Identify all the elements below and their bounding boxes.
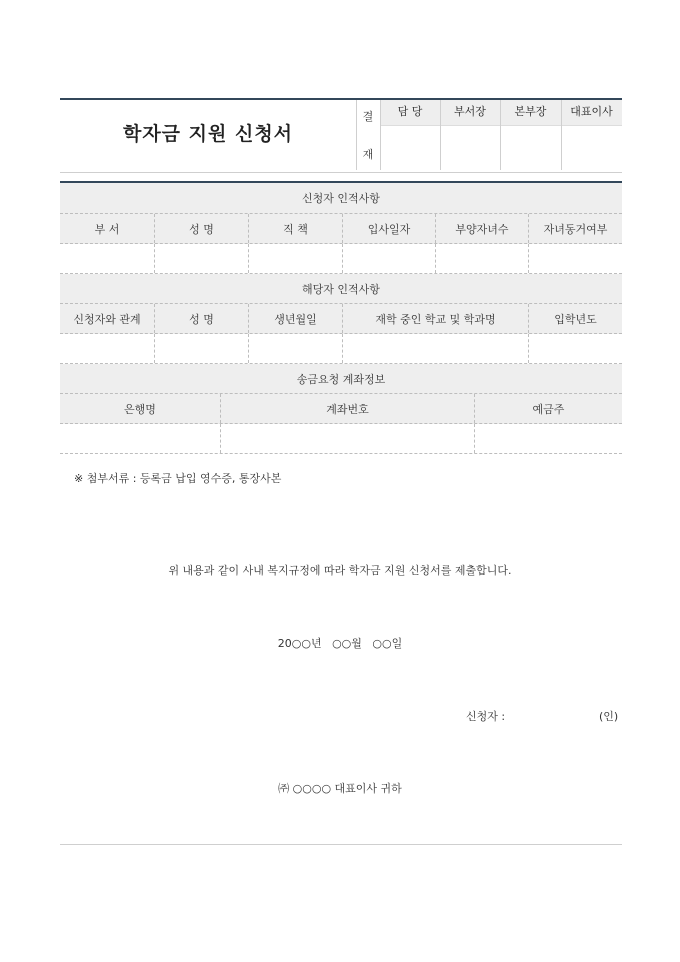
bank-section-title-row [60, 364, 622, 394]
input-beneficiary-name[interactable] [154, 334, 248, 363]
applicant-section-title-row [60, 183, 622, 214]
header-account-holder: 예금주 [474, 394, 622, 423]
header-bank-name: 은행명 [124, 402, 156, 416]
input-relationship[interactable] [60, 334, 154, 363]
beneficiary-section-title-row [60, 274, 622, 304]
header-admission-year: 입학년도 [528, 304, 622, 333]
header-name: 성 명 [154, 214, 248, 243]
applicant-section-title: 신청자 인적사항 [302, 192, 380, 205]
header-beneficiary-name: 성 명 [154, 304, 248, 333]
input-account-holder[interactable] [474, 424, 622, 453]
bank-section-title: 송금요청 계좌정보 [296, 372, 386, 386]
input-bank-name[interactable] [60, 424, 220, 453]
approval-divider-horizontal [380, 125, 622, 126]
input-department[interactable] [60, 244, 154, 273]
header-child-cohabiting: 자녀동거여부 [528, 214, 622, 243]
input-join-date[interactable] [342, 244, 435, 273]
header-birth-date: 생년월일 [248, 304, 342, 333]
bank-header-row [60, 394, 622, 424]
approval-col-division-head: 본부장 [514, 105, 547, 118]
approval-label-top: 결 [362, 110, 374, 123]
header-join-date: 입사일자 [342, 214, 435, 243]
header-department: 부 서 [94, 222, 120, 236]
input-dependents[interactable] [435, 244, 528, 273]
beneficiary-header-row [60, 304, 622, 334]
input-position[interactable] [248, 244, 342, 273]
header-school-major: 재학 중인 학교 및 학과명 [342, 304, 528, 333]
info-table [60, 181, 622, 416]
input-birth-date[interactable] [248, 334, 342, 363]
header-relationship: 신청자와 관계 [73, 312, 141, 326]
statement-text: 위 내용과 같이 사내 복지규정에 따라 학자금 지원 신청서를 제출합니다. [168, 564, 512, 577]
applicant-label: 신청자 : [466, 710, 506, 723]
applicant-input-row [60, 244, 622, 274]
approval-col-dept-head: 부서장 [454, 105, 486, 118]
approval-label-bottom: 재 [362, 148, 374, 161]
attachments-note: ※ 첨부서류 : 등록금 납입 영수증, 통장사본 [74, 472, 282, 485]
document-title: 학자금 지원 신청서 [122, 123, 294, 145]
input-school-major[interactable] [342, 334, 528, 363]
addressee-line: ㈜ ○○○○ 대표이사 귀하 [278, 782, 402, 795]
header-position: 직 책 [248, 214, 342, 243]
beneficiary-section-title: 해당자 인적사항 [302, 282, 380, 296]
approval-col-ceo: 대표이사 [570, 105, 613, 118]
bank-input-row [60, 424, 622, 454]
input-child-cohabiting[interactable] [528, 244, 622, 273]
approval-col-staff: 담 당 [397, 105, 423, 118]
date-line: 20○○년 ○○월 ○○일 [277, 637, 403, 650]
header-account-number: 계좌번호 [220, 394, 474, 423]
beneficiary-input-row [60, 334, 622, 364]
input-name[interactable] [154, 244, 248, 273]
applicant-header-row [60, 214, 622, 244]
seal-mark: (인) [599, 710, 619, 723]
input-account-number[interactable] [220, 424, 474, 453]
footer-rule [60, 844, 622, 845]
header-dependents: 부양자녀수 [435, 214, 528, 243]
input-admission-year[interactable] [528, 334, 622, 363]
